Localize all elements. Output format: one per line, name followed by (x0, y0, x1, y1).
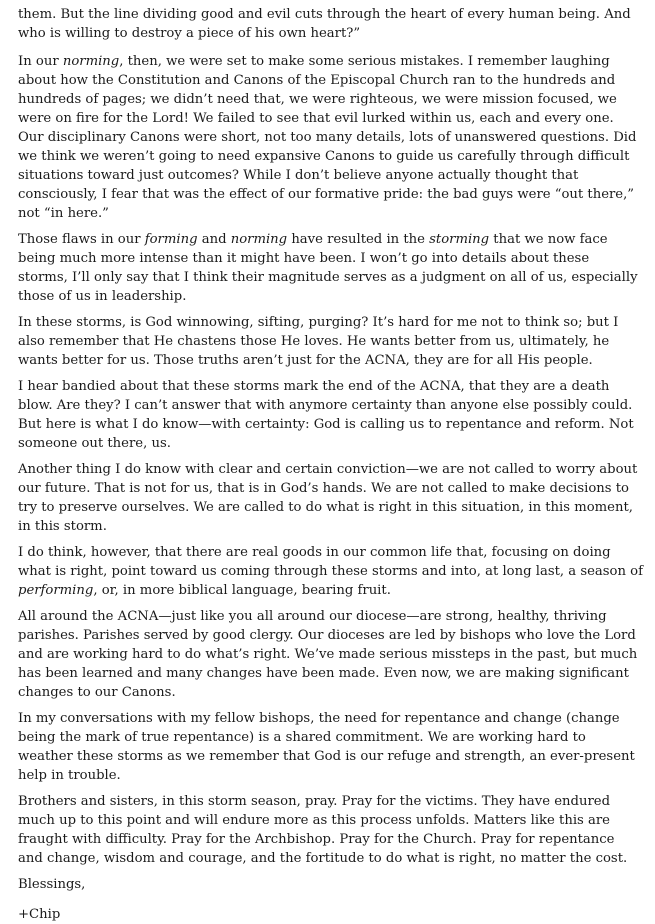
paragraph-3: Those flaws in our forming and norming have resulted in the storming that we now face being much more intense than it might have been. I won’t go into details about these storms, I’ll only say that I think their magnitude serves as a judgment on all of us, especially those of us in leadership. (18, 232, 638, 304)
emphasis-text: norming (230, 232, 288, 247)
paragraph-4: In these storms, is God winnowing, sifting, purging? It’s hard for me not to think so; but I also remember that He chastens those He loves. He wants better from us, ultimately, he wants better for us. Those truths aren’t just for the ACNA, they are for all His people. (18, 315, 619, 368)
paragraph-8: All around the ACNA—just like you all around our diocese—are strong, healthy, thriving parishes. Parishes served by good clergy. Our dioceses are led by bishops who love the Lord and are working hard to do what’s right. We’ve made serious missteps in the past, but much has been learned and many changes have been made. Even now, we are making significant changes to our Canons. (18, 609, 638, 700)
paragraph-1: them. But the line dividing good and evil cuts through the heart of every human being. And who is willing to destroy a piece of his own heart?” (18, 7, 631, 41)
paragraph-6: Another thing I do know with clear and certain conviction—we are not called to worry about our future. That is not for us, that is in God’s hands. We are not called to make decisions to try to preserve ourselves. We are called to do what is right in this situation, in this moment, in this storm. (18, 462, 638, 534)
emphasis-text: storming (429, 232, 490, 247)
emphasis-text: forming (144, 232, 198, 247)
closing-salutation: Blessings, (18, 877, 86, 892)
signature: +Chip (18, 907, 61, 922)
paragraph-2: In our norming, then, we were set to make some serious mistakes. I remember laughing about how the Constitution and Canons of the Episcopal Church ran to the hundreds and hundreds of pages; we didn’t need that, we were righteous, we were mission focused, we were on fire for the Lord! We failed to see that evil lurked within us, each and every one. Our disciplinary Canons were short, not too many details, lots of unanswered questions. Did we think we weren’t going to need expansive Canons to guide us carefully through difficult situations toward just outcomes? While I don’t believe anyone actually thought that consciously, I fear that was the effect of our formative pride: the bad guys were “out there,” not “in here.” (18, 54, 637, 221)
paragraph-10: Brothers and sisters, in this storm season, pray. Pray for the victims. They have endured much up to this point and will endure more as this process unfolds. Matters like this are fraught with difficulty. Pray for the Archbishop. Pray for the Church. Pray for repentance and change, wisdom and courage, and the fortitude to do what is right, no matter the cost. (18, 794, 628, 866)
paragraph-9: In my conversations with my fellow bishops, the need for repentance and change (change being the mark of true repentance) is a shared commitment. We are working hard to weather these storms as we remember that God is our refuge and strength, an ever-present help in trouble. (18, 711, 635, 783)
paragraph-7: I do think, however, that there are real goods in our common life that, focusing on doing what is right, point toward us coming through these storms and into, at long last, a season of performing, or, in more biblical language, bearing fruit. (18, 545, 643, 598)
paragraph-5: I hear bandied about that these storms mark the end of the ACNA, that they are a death blow. Are they? I can’t answer that with anymore certainty than anyone else possibly could. But here is what I do know—with certainty: God is calling us to repentance and reform. Not someone out there, us. (18, 379, 634, 451)
emphasis-text: performing (18, 583, 94, 598)
emphasis-text: norming (62, 54, 120, 69)
